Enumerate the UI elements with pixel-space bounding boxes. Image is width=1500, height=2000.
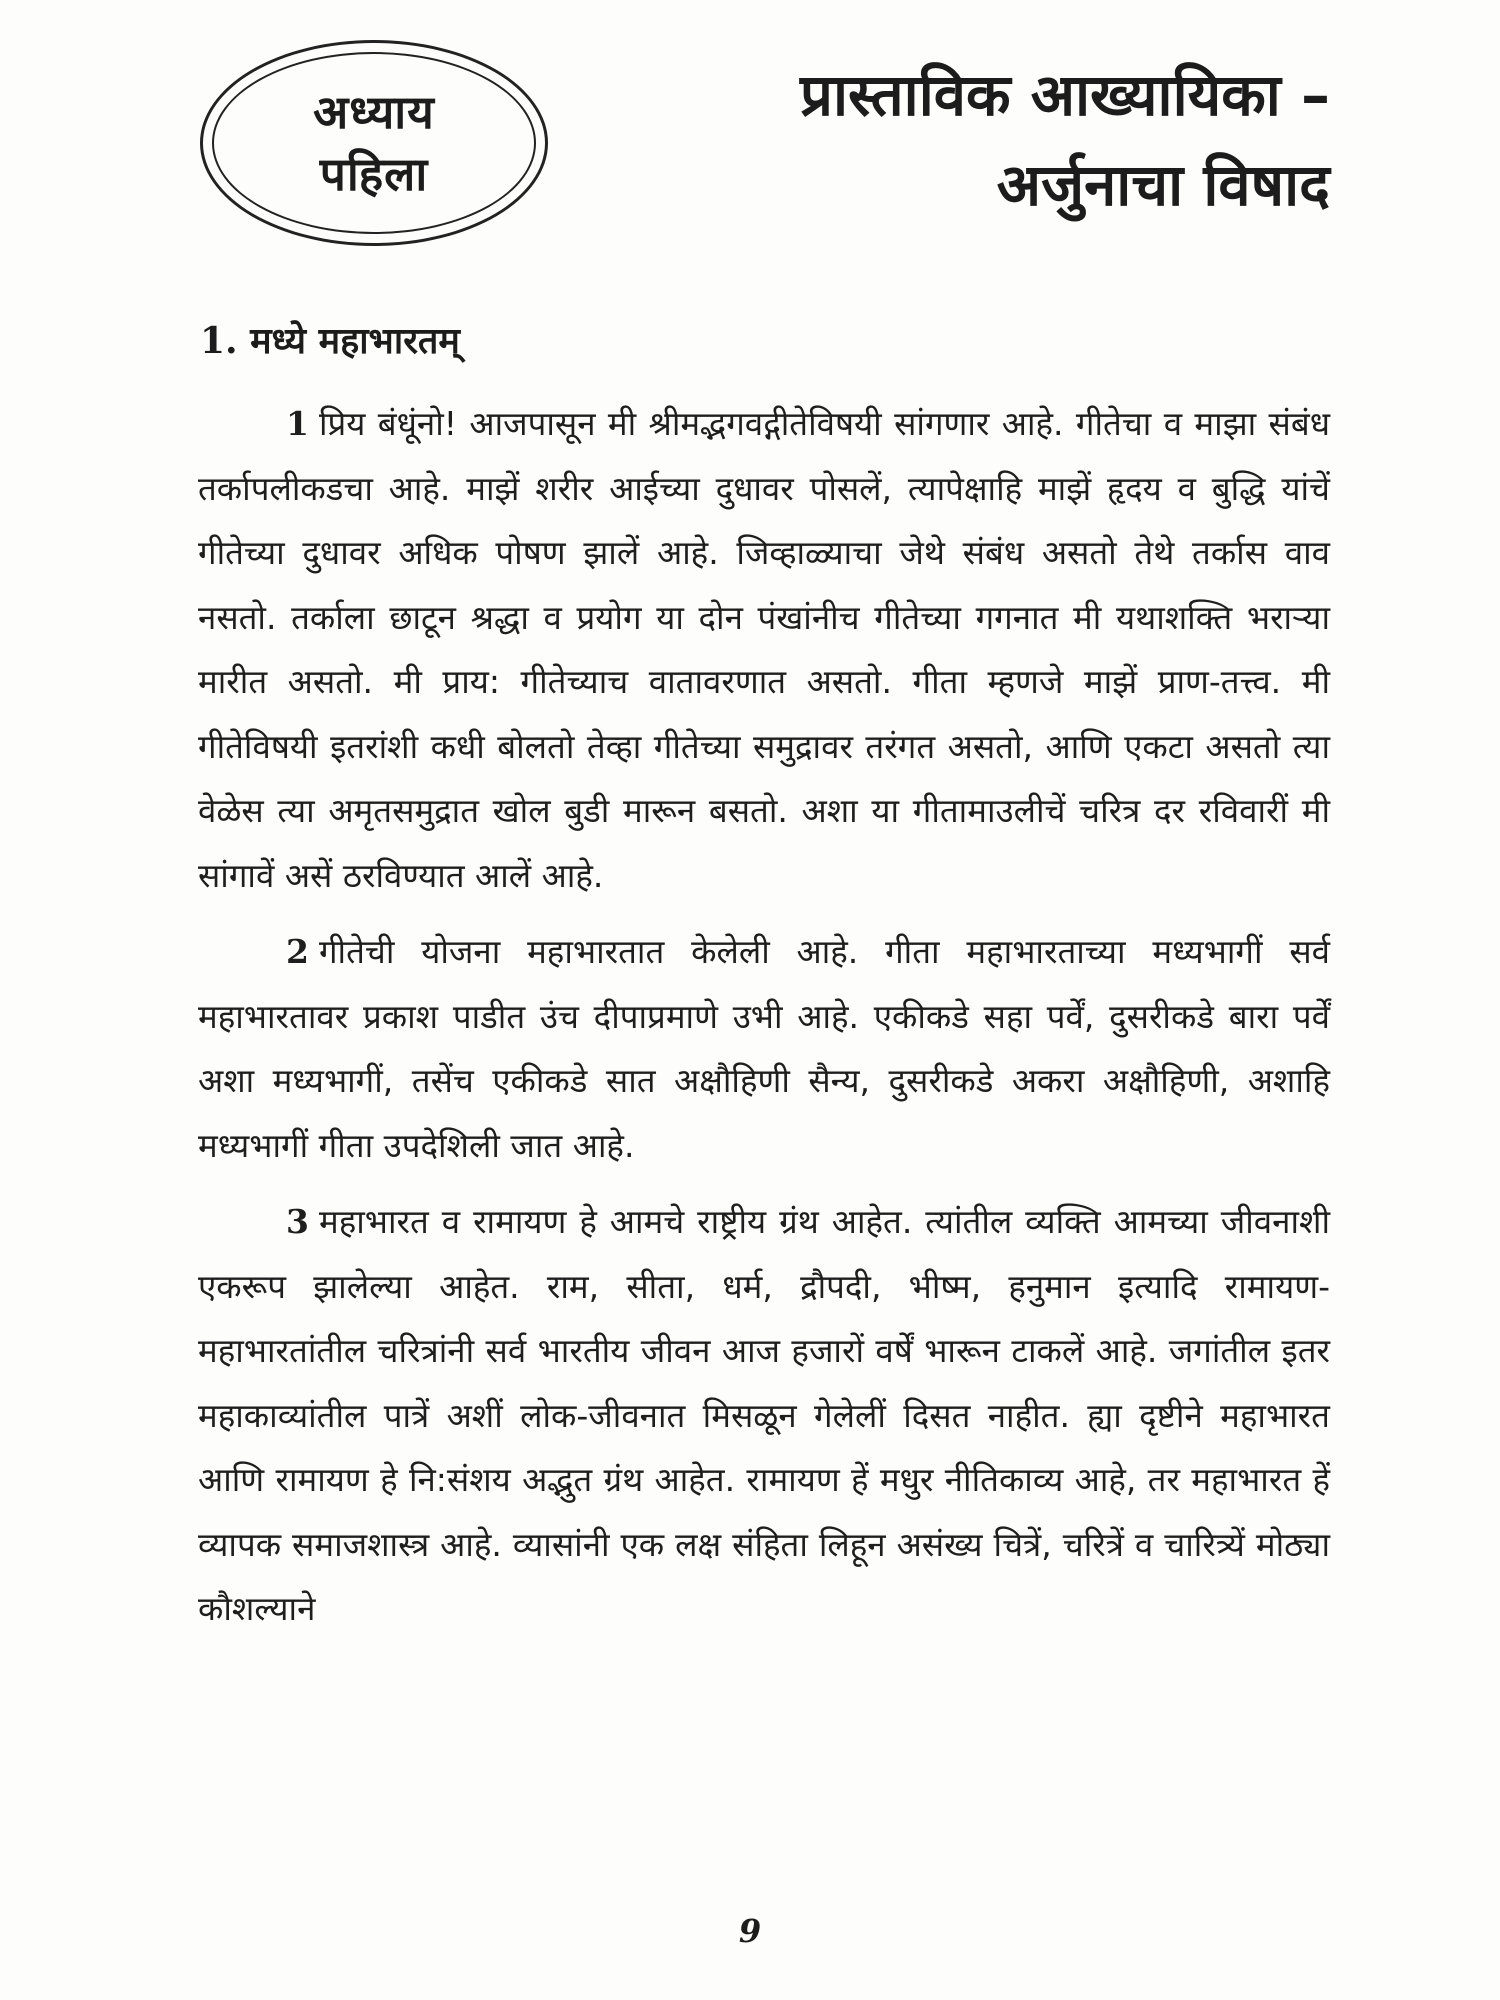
paragraph-text: गीतेची योजना महाभारतात केलेली आहे. गीता महाभारताच्या मध्यभागीं सर्व महाभारतावर प्रकाश पाडीत उंच दीपाप्रमाणे उभी आहे. एकीकडे सहा पर्वें, दुसरीकडे बारा पर्वें अशा मध्यभागीं, तसेंच एकीकडे सात अक्षौहिणी सैन्य, दुसरीकडे अकरा अक्षौहिणी, अशाहि मध्यभागीं गीता उपदेशिली जात आहे.: [198, 932, 1330, 1165]
chapter-title-line-1: प्रास्ताविक आख्यायिका –: [800, 61, 1330, 129]
chapter-badge-line-1: अध्याय: [313, 85, 435, 139]
paragraph-text: महाभारत व रामायण हे आमचे राष्ट्रीय ग्रंथ आहेत. त्यांतील व्यक्ति आमच्या जीवनाशी एकरूप झालेल्या आहेत. राम, सीता, धर्म, द्रौपदी, भीष्म, हनुमान इत्यादि रामायण-महाभारतांतील चरित्रांनी सर्व भारतीय जीवन आज हजारों वर्षें भारून टाकलें आहे. जगांतील इतर महाकाव्यांतील पात्रें अशीं लोक-जीवनात मिसळून गेलेलीं दिसत नाहीत. ह्या दृष्टीने महाभारत आणि रामायण हे नि:संशय अद्भुत ग्रंथ आहेत. रामायण हें मधुर नीतिकाव्य आहे, तर महाभारत हें व्यापक समाजशास्त्र आहे. व्यासांनी एक लक्ष संहिता लिहून असंख्य चित्रें, चरित्रें व चारित्र्यें मोठ्या कौशल्याने: [198, 1202, 1330, 1628]
page-number: 9: [738, 1912, 762, 1950]
paragraph-text: प्रिय बंधूंनो! आजपासून मी श्रीमद्भगवद्गीतेविषयी सांगणार आहे. गीतेचा व माझा संबंध तर्कापलीकडचा आहे. माझें शरीर आईच्या दुधावर पोसलें, त्यापेक्षाहि माझें हृदय व बुद्धि यांचें गीतेच्या दुधावर अधिक पोषण झालें आहे. जिव्हाळ्याचा जेथे संबंध असतो तेथे तर्कास वाव नसतो. तर्काला छाटून श्रद्धा व प्रयोग या दोन पंखांनीच गीतेच्या गगनात मी यथाशक्ति भराऱ्या मारीत असतो. मी प्राय: गीतेच्याच वातावरणात असतो. गीता म्हणजे माझें प्राण-तत्त्व. मी गीतेविषयी इतरांशी कधी बोलतो तेव्हा गीतेच्या समुद्रावर तरंगत असतो, आणि एकटा असतो त्या वेळेस त्या अमृतसमुद्रात खोल बुडी मारून बसतो. अशा या गीतामाउलीचें चरित्र दर रविवारीं मी सांगावें असें ठरविण्यात आलें आहे.: [198, 404, 1330, 895]
paragraph-2: [198, 920, 1330, 1178]
chapter-badge-inner-oval: [212, 52, 536, 234]
chapter-badge: [200, 40, 548, 246]
section-heading: 1. मध्ये महाभारतम्: [200, 320, 460, 362]
chapter-badge-line-2: पहिला: [319, 147, 429, 201]
paragraph-1: [198, 392, 1330, 908]
paragraph-3: [198, 1190, 1330, 1642]
paragraph-number: 3: [286, 1202, 309, 1241]
paragraph-number: 2: [286, 932, 309, 971]
body-text: [198, 392, 1330, 1654]
paragraph-number: 1: [286, 404, 309, 443]
chapter-title: [630, 50, 1330, 230]
chapter-title-line-2: अर्जुनाचा विषाद: [996, 151, 1330, 219]
